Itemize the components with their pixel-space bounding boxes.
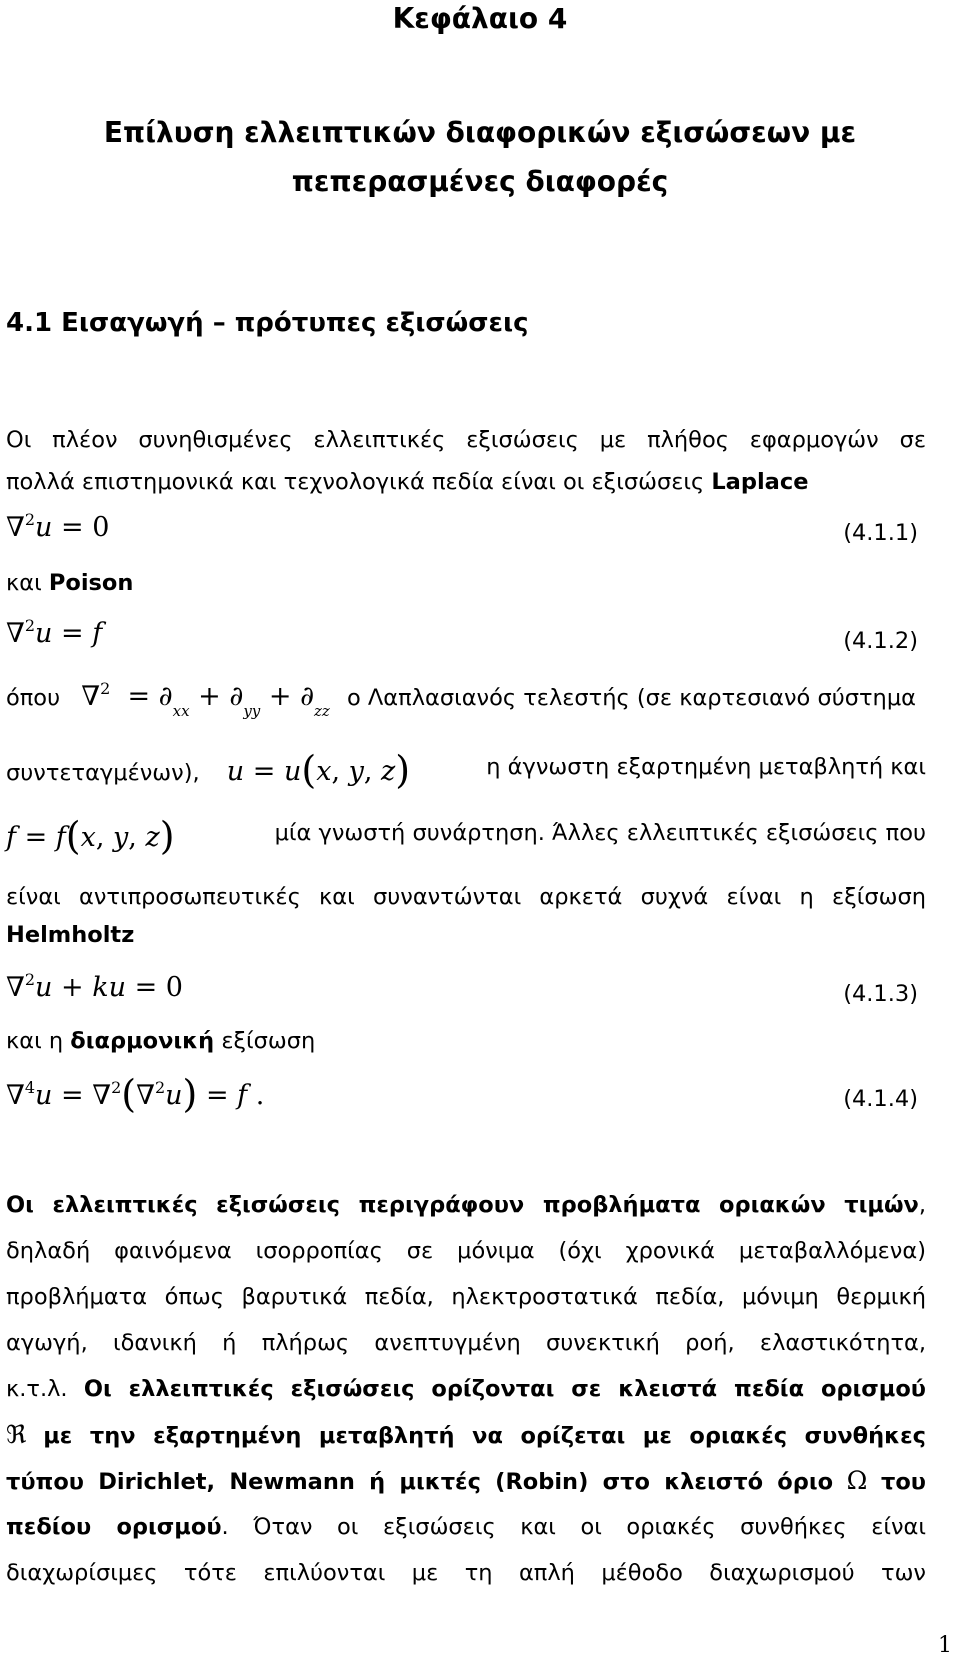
p1-line-1: Οι πλέον συνηθισμένες ελλειπτικές εξισώσεις με πλήθος εφαρμογών σε [6,427,926,453]
known-line [6,814,926,858]
p2-line: είναι αντιπροσωπευτικές και συναντώνται αρκετά συχνά είναι η εξίσωση [6,884,926,910]
p1-line-2 [6,467,808,497]
p3-line-5 [6,1374,926,1404]
p3-line-6-bold: με την εξαρτημένη μεταβλητή να ορίζεται με οριακές συνθήκες [43,1423,926,1449]
eq3-number: (4.1.3) [843,981,918,1007]
helmholtz-bold: Helmholtz [6,922,135,948]
unknown-desc: η άγνωστη εξαρτημένη μεταβλητή και [486,754,926,780]
equation-laplace: ∇$^2$u = 0 [6,510,110,543]
p3-line-6 [6,1420,926,1451]
poison-term: Poison [48,570,134,596]
p3-line-1-bold: Οι ελλειπτικές εξισώσεις περιγράφουν προβλήματα οριακών τιμών [6,1192,919,1218]
laplacian-desc: ο Λαπλασιανός τελεστής (σε καρτεσιανό σύστημα [347,685,916,711]
p3-line-5-start: κ.τ.λ. [6,1376,68,1402]
p3-line-1-end: , [918,1192,926,1218]
laplace-term: Laplace [711,469,809,495]
title-line-2: πεπερασμένες διαφορές [291,165,669,198]
helmholtz-term [6,920,134,950]
p3-line-8-bold: πεδίου ορισμού [6,1514,222,1540]
boundary-symbol: Ω [846,1466,868,1495]
p3-line-7-bold-a: τύπου Dirichlet, Newmann ή μικτές (Robin) στο κλειστό όριο [6,1469,834,1495]
p3-line-7 [6,1466,926,1497]
title-line-1: Επίλυση ελλειπτικών διαφορικών εξισώσεων με [103,116,857,149]
laplacian-line [6,679,916,720]
p3-line-3: προβλήματα όπως βαρυτικά πεδία, ηλεκτροστατικά πεδία, μόνιμη θερμική [6,1284,926,1310]
equation-biharmonic: ∇$^4$u = ∇$^2$(∇$^2$u) = f . [6,1072,265,1116]
p3-line-9: διαχωρίσιμες τότε επιλύονται με τη απλή μέθοδο διαχωρισμού των [6,1560,926,1586]
p1-line-2-text: πολλά επιστημονικά και τεχνολογικά πεδία είναι οι εξισώσεις [6,469,705,495]
unknown-function: u = u(x, y, z) [226,748,411,792]
diarmoniki-term: διαρμονική [70,1028,215,1054]
equation-helmholtz: ∇$^2$u + ku = 0 [6,970,183,1003]
p3-line-4: αγωγή, ιδανική ή πλήρως ανεπτυγμένη συνεκτική ροή, ελαστικότητα, [6,1330,926,1356]
kai-word: και [6,570,42,596]
p3-line-8-rest: . Όταν οι εξισώσεις και οι οριακές συνθήκες είναι [221,1514,926,1540]
known-function: f = f(x, y, z) [6,814,175,858]
poison-line [6,568,133,598]
eq4-number: (4.1.4) [843,1086,918,1112]
p3-line-1 [6,1190,926,1220]
p3-line-2: δηλαδή φαινόμενα ισορροπίας σε μόνιμα (όχι χρονικά μεταβαλλόμενα) [6,1238,926,1264]
kai-i-words: και η [6,1028,64,1054]
equation-poisson: ∇$^2$u = f [6,616,103,649]
p3-line-8 [6,1512,926,1542]
eq2-number: (4.1.2) [843,628,918,654]
domain-symbol: ℜ [6,1420,27,1449]
p3-line-7-bold-b: του [880,1469,926,1495]
biharmonic-line [6,1026,315,1056]
syntetagmenon-word: συντεταγμένων), [6,760,200,786]
section-heading: 4.1 Εισαγωγή – πρότυπες εξισώσεις [6,308,529,338]
p3-line-5-bold: Οι ελλειπτικές εξισώσεις ορίζονται σε κλειστά πεδία ορισμού [83,1376,926,1402]
laplacian-operator: $\nabla^2 = \partial_{xx} + \partial_{yy} + \partial_{zz}$ [81,679,330,720]
opou-word: όπου [6,685,61,711]
unknown-line [6,748,926,792]
page-number: 1 [938,1633,952,1658]
known-desc: μία γνωστή συνάρτηση. Άλλες ελλειπτικές εξισώσεις που [274,820,926,846]
chapter-title: Κεφάλαιο 4 [392,2,568,35]
exisosi-word: εξίσωση [221,1028,316,1054]
eq1-number: (4.1.1) [843,520,918,546]
